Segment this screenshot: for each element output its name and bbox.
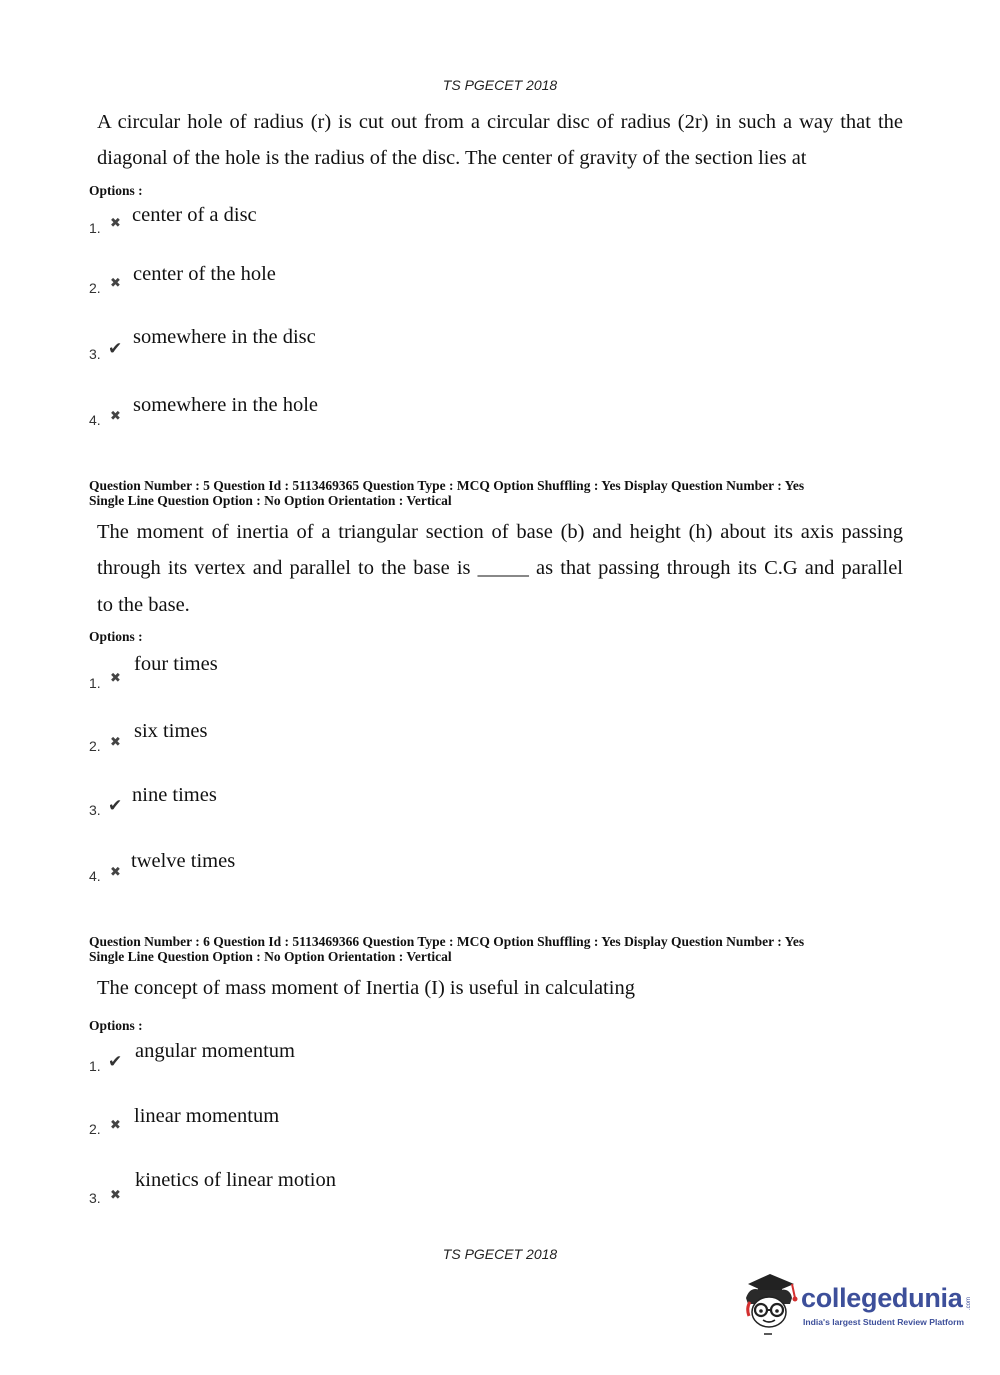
option-number: 2. bbox=[89, 1121, 101, 1137]
cross-icon: ✖ bbox=[110, 275, 121, 290]
option-text: center of a disc bbox=[132, 204, 257, 226]
question-text-line: The moment of inertia of a triangular section of base (b) and height (h) about its axis passing bbox=[97, 521, 903, 543]
option-text: linear momentum bbox=[134, 1105, 280, 1127]
cross-icon: ✖ bbox=[110, 215, 121, 230]
cross-icon: ✖ bbox=[110, 670, 121, 685]
check-icon: ✔ bbox=[108, 796, 123, 815]
option-number: 1. bbox=[89, 1058, 101, 1074]
check-icon: ✔ bbox=[108, 339, 123, 358]
option-number: 1. bbox=[89, 220, 101, 236]
cross-icon: ✖ bbox=[110, 1187, 121, 1202]
option-number: 3. bbox=[89, 346, 101, 362]
collegedunia-mascot-icon bbox=[740, 1268, 800, 1340]
option-text: kinetics of linear motion bbox=[135, 1169, 336, 1191]
option-text: twelve times bbox=[131, 850, 236, 872]
logo-wordmark: collegedunia bbox=[801, 1283, 963, 1313]
option-text: somewhere in the disc bbox=[133, 326, 316, 348]
options-label: Options : bbox=[89, 629, 143, 644]
check-icon: ✔ bbox=[108, 1052, 123, 1071]
question-meta: Single Line Question Option : No Option Orientation : Vertical bbox=[89, 493, 452, 508]
collegedunia-logo[interactable] bbox=[801, 1283, 972, 1314]
option-number: 3. bbox=[89, 1190, 101, 1206]
logo-suffix: .com bbox=[966, 1296, 973, 1310]
option-number: 2. bbox=[89, 280, 101, 296]
question-meta: Single Line Question Option : No Option Orientation : Vertical bbox=[89, 949, 452, 964]
option-text: somewhere in the hole bbox=[133, 394, 319, 416]
question-meta: Question Number : 5 Question Id : 5113469365 Question Type : MCQ Option Shuffling : Yes Display Question Number : Yes bbox=[89, 478, 805, 493]
page-header: TS PGECET 2018 bbox=[442, 77, 558, 93]
option-text: four times bbox=[134, 653, 218, 675]
option-text: angular momentum bbox=[135, 1040, 295, 1062]
option-number: 4. bbox=[89, 412, 101, 428]
question-text-line: A circular hole of radius (r) is cut out from a circular disc of radius (2r) in such a way that the bbox=[97, 111, 903, 133]
option-number: 4. bbox=[89, 868, 101, 884]
question-text-line: The concept of mass moment of Inertia (I) is useful in calculating bbox=[97, 977, 635, 999]
option-text: nine times bbox=[132, 784, 217, 806]
question-meta: Question Number : 6 Question Id : 5113469366 Question Type : MCQ Option Shuffling : Yes Display Question Number : Yes bbox=[89, 934, 805, 949]
question-text-line: diagonal of the hole is the radius of the disc. The center of gravity of the section lies at bbox=[97, 147, 807, 169]
option-text: center of the hole bbox=[133, 263, 276, 285]
option-text: six times bbox=[134, 720, 208, 742]
option-number: 2. bbox=[89, 738, 101, 754]
page-footer: TS PGECET 2018 bbox=[442, 1246, 558, 1262]
options-label: Options : bbox=[89, 1018, 143, 1033]
options-label: Options : bbox=[89, 183, 143, 198]
cross-icon: ✖ bbox=[110, 408, 121, 423]
cross-icon: ✖ bbox=[110, 864, 121, 879]
cross-icon: ✖ bbox=[110, 734, 121, 749]
cross-icon: ✖ bbox=[110, 1117, 121, 1132]
option-number: 1. bbox=[89, 675, 101, 691]
option-number: 3. bbox=[89, 802, 101, 818]
question-text-line: through its vertex and parallel to the base is _____ as that passing through its C.G and parallel bbox=[97, 557, 903, 579]
logo-tagline: India's largest Student Review Platform bbox=[803, 1317, 965, 1327]
question-text-line: to the base. bbox=[97, 594, 190, 616]
